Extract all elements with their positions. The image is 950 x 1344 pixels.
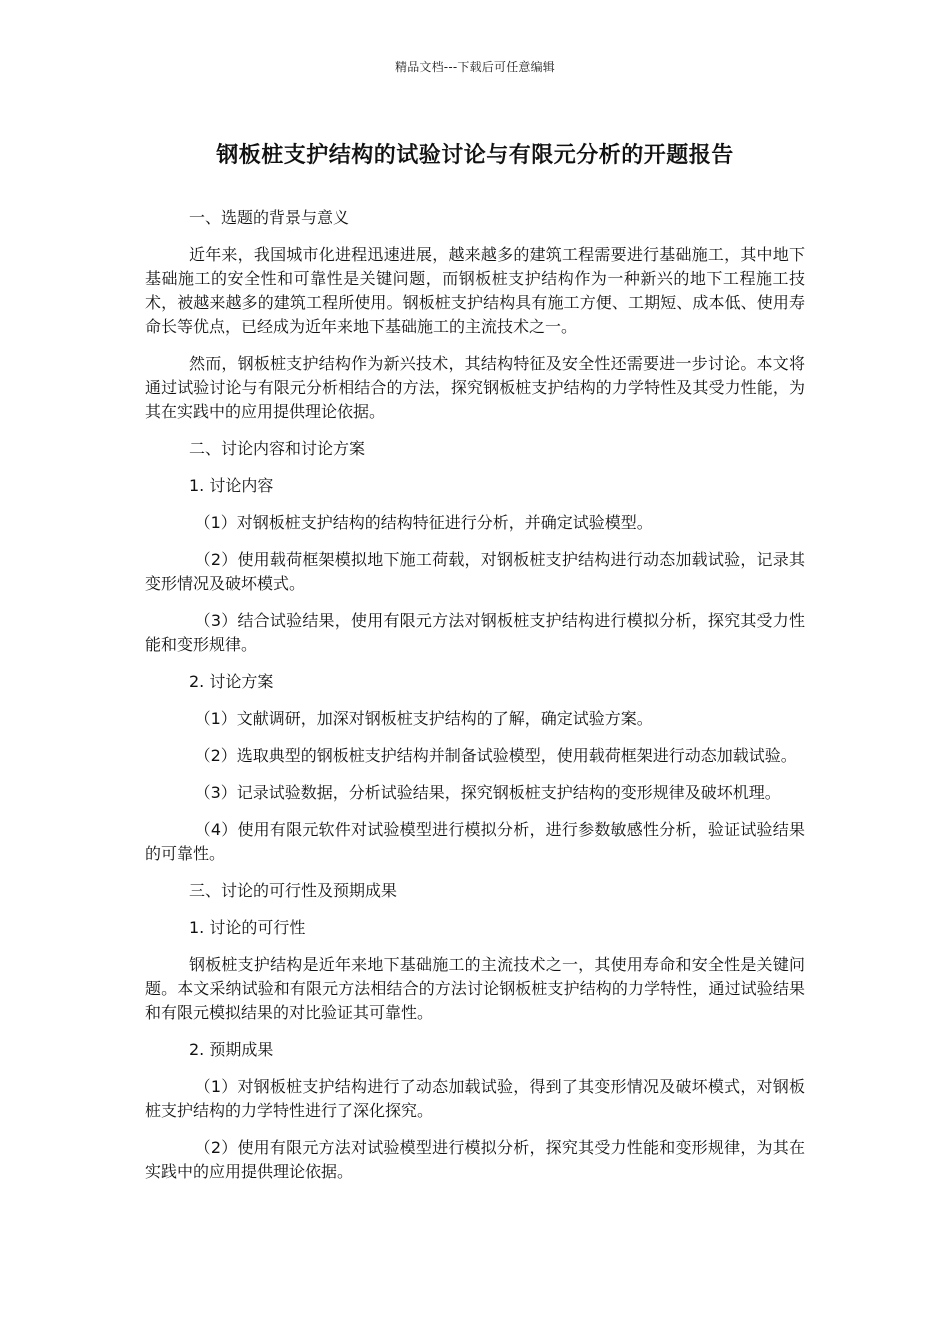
paragraph-feasibility: 钢板桩支护结构是近年来地下基础施工的主流技术之一，其使用寿命和安全性是关键问题。本文采纳试验和有限元方法相结合的方法讨论钢板桩支护结构的力学特性，通过试验结果和有限元模拟结果的对比验证其可靠性。: [145, 955, 805, 1022]
paragraph-background-2: 然而，钢板桩支护结构作为新兴技术，其结构特征及安全性还需要进一步讨论。本文将通过试验讨论与有限元分析相结合的方法，探究钢板桩支护结构的力学特性及其受力性能，为其在实践中的应用提供理论依据。: [145, 354, 805, 421]
section-heading-background: 一、选题的背景与意义: [189, 208, 350, 227]
subheading-content: 1. 讨论内容: [189, 476, 274, 495]
subheading-plan: 2. 讨论方案: [189, 672, 274, 691]
section-heading-content-plan: 二、讨论内容和讨论方案: [189, 439, 366, 458]
list-item-content-1: （1）对钢板桩支护结构的结构特征进行分析，并确定试验模型。: [194, 513, 653, 532]
list-item-results-2: （2）使用有限元方法对试验模型进行模拟分析，探究其受力性能和变形规律，为其在实践中的应用提供理论依据。: [145, 1138, 805, 1181]
list-item-content-3: （3）结合试验结果，使用有限元方法对钢板桩支护结构进行模拟分析，探究其受力性能和变形规律。: [145, 611, 805, 654]
list-item-content-2: （2）使用载荷框架模拟地下施工荷载，对钢板桩支护结构进行动态加载试验，记录其变形情况及破坏模式。: [145, 550, 805, 593]
subheading-expected-results: 2. 预期成果: [189, 1040, 274, 1059]
list-item-plan-3: （3）记录试验数据，分析试验结果，探究钢板桩支护结构的变形规律及破坏机理。: [194, 783, 781, 802]
section-heading-feasibility: 三、讨论的可行性及预期成果: [189, 881, 398, 900]
header-note: 精品文档---下载后可任意编辑: [395, 60, 555, 74]
subheading-feasibility: 1. 讨论的可行性: [189, 918, 306, 937]
list-item-results-1: （1）对钢板桩支护结构进行了动态加载试验，得到了其变形情况及破坏模式，对钢板桩支护结构的力学特性进行了深化探究。: [145, 1077, 805, 1120]
list-item-plan-1: （1）文献调研，加深对钢板桩支护结构的了解，确定试验方案。: [194, 709, 653, 728]
document-body: [145, 206, 805, 1197]
list-item-plan-4: （4）使用有限元软件对试验模型进行模拟分析，进行参数敏感性分析，验证试验结果的可靠性。: [145, 820, 805, 863]
list-item-plan-2: （2）选取典型的钢板桩支护结构并制备试验模型，使用载荷框架进行动态加载试验。: [194, 746, 797, 765]
document-title: 钢板桩支护结构的试验讨论与有限元分析的开题报告: [216, 143, 734, 168]
paragraph-background-1: 近年来，我国城市化进程迅速进展，越来越多的建筑工程需要进行基础施工，其中地下基础施工的安全性和可靠性是关键问题，而钢板桩支护结构作为一种新兴的地下工程施工技术，被越来越多的建筑工程所使用。钢板桩支护结构具有施工方便、工期短、成本低、使用寿命长等优点，已经成为近年来地下基础施工的主流技术之一。: [145, 245, 805, 336]
